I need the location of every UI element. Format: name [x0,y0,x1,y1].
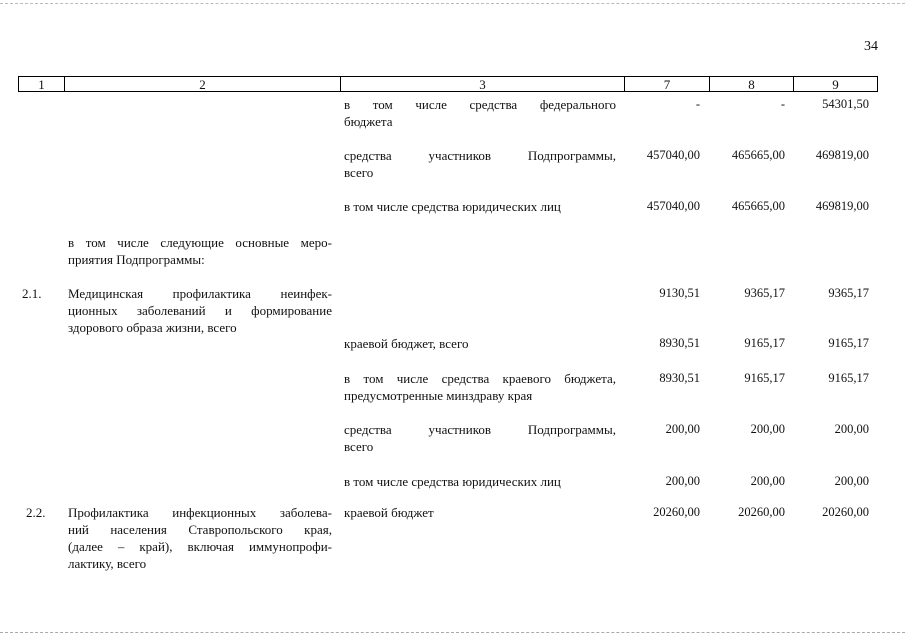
desc-line: в том числе средства юридических лиц [344,199,561,214]
section-intro [68,234,332,268]
page-number: 34 [864,39,878,54]
header-col-1: 1 [38,77,45,92]
value-col-7: 200,00 [665,422,700,436]
value-col-7: 200,00 [665,474,700,488]
desc-line: в том числе средства федерального [344,97,616,112]
table-row-desc [344,370,616,404]
value-col-8: 20260,00 [738,505,785,519]
activity-line: (далее – край), включая иммунопрофи- [68,539,332,554]
value-col-8: - [780,97,785,111]
value-col-9: 469819,00 [815,199,869,213]
value-col-7: 457040,00 [646,199,700,213]
value-col-8: 9365,17 [744,286,785,300]
table-row-desc [344,198,616,215]
value-col-9: 9165,17 [828,371,869,385]
table-row-desc [344,504,616,521]
table-row-desc [344,96,616,130]
header-col-8: 8 [709,77,793,91]
row-number: 2.1. [22,286,42,301]
value-col-8: 465665,00 [731,148,785,162]
value-col-8: 9165,17 [744,371,785,385]
activity-line: здорового образа жизни, всего [68,320,237,335]
value-col-7: 9130,51 [659,286,700,300]
intro-line: в том числе следующие основные меро- [68,235,332,250]
value-col-9: 54301,50 [822,97,869,111]
value-col-8: 200,00 [750,474,785,488]
value-col-7: 457040,00 [646,148,700,162]
header-col-9: 9 [793,77,877,91]
value-col-7: - [695,97,700,111]
table-header-row [18,76,878,92]
value-col-9: 9365,17 [828,286,869,300]
table-row-desc [344,147,616,181]
desc-line: средства участников Подпрограммы, [344,422,616,437]
value-col-7: 8930,51 [659,371,700,385]
row-number: 2.2. [26,505,46,520]
activity-line: ционных заболеваний и формирование [68,303,332,318]
intro-line: приятия Подпрограммы: [68,252,205,267]
desc-line: краевой бюджет [344,505,434,520]
header-col-7: 7 [624,77,709,91]
desc-line: краевой бюджет, всего [344,336,469,351]
table-row-desc [344,335,616,352]
table-row-desc [344,473,616,490]
scan-top-edge [0,3,905,4]
activity-line: ний населения Ставропольского края, [68,522,332,537]
value-col-8: 200,00 [750,422,785,436]
activity-line: лактику, всего [68,556,147,571]
value-col-9: 200,00 [834,474,869,488]
header-col-2: 2 [64,77,340,91]
desc-line: всего [344,165,374,180]
activity-line: Профилактика инфекционных заболева- [68,505,332,520]
value-col-7: 8930,51 [659,336,700,350]
desc-line: предусмотренные минздраву края [344,388,533,403]
activity-name [68,504,332,572]
value-col-9: 469819,00 [815,148,869,162]
header-col-3: 3 [340,77,624,91]
scan-bottom-edge [0,632,905,633]
desc-line: бюджета [344,114,393,129]
table-row-desc [344,421,616,455]
desc-line: всего [344,439,374,454]
desc-line: в том числе средства юридических лиц [344,474,561,489]
value-col-9: 200,00 [834,422,869,436]
value-col-9: 9165,17 [828,336,869,350]
activity-name [68,285,332,336]
value-col-9: 20260,00 [822,505,869,519]
activity-line: Медицинская профилактика неинфек- [68,286,332,301]
value-col-8: 9165,17 [744,336,785,350]
desc-line: средства участников Подпрограммы, [344,148,616,163]
value-col-8: 465665,00 [731,199,785,213]
value-col-7: 20260,00 [653,505,700,519]
desc-line: в том числе средства краевого бюджета, [344,371,616,386]
